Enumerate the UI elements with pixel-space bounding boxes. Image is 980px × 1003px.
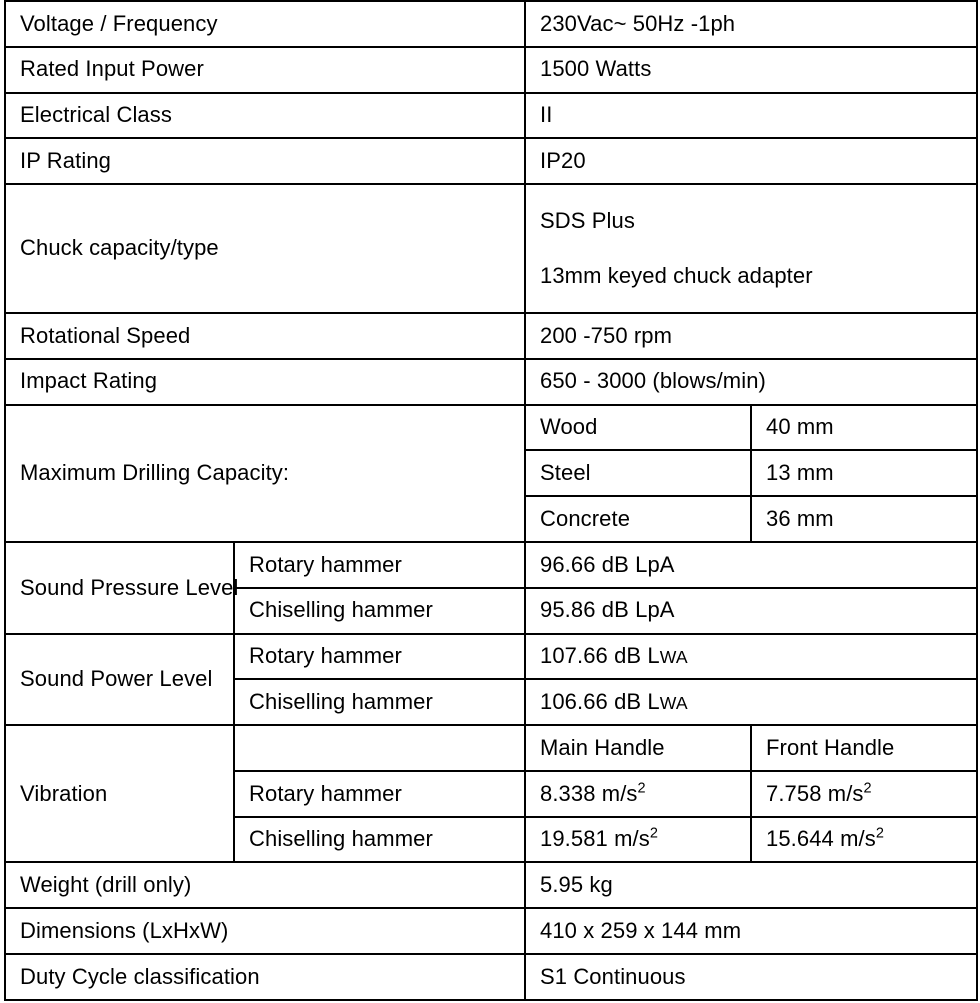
sound-power-value (525, 679, 977, 725)
sound-pressure-mode: Rotary hammer (234, 542, 525, 588)
row-value: 200 -750 rpm (525, 313, 977, 359)
row-value: IP20 (525, 138, 977, 184)
table-row (5, 93, 977, 139)
specification-table (4, 0, 978, 1001)
vibration-mode: Rotary hammer (234, 771, 525, 817)
vibration-front-handle-value (751, 771, 977, 817)
sound-pressure-level-label: Sound Pressure Level (5, 542, 234, 634)
vibration-front-base: 15.644 m/s (766, 826, 876, 852)
vibration-main-base: 19.581 m/s (540, 826, 650, 852)
vibration-main-handle-value (525, 817, 751, 863)
row-label: Rated Input Power (5, 47, 525, 93)
sound-pressure-number: 95.86 dB L (540, 597, 648, 623)
drilling-material: Steel (525, 450, 751, 496)
vibration-empty-sublabel (234, 725, 525, 771)
sound-pressure-value (525, 588, 977, 634)
row-value: S1 Continuous (525, 954, 977, 1000)
row-value: 5.95 kg (525, 862, 977, 908)
table-row (5, 359, 977, 405)
table-row (5, 908, 977, 954)
table-row (5, 184, 977, 313)
drilling-material: Wood (525, 405, 751, 451)
vibration-main-exponent: 2 (637, 780, 646, 797)
chuck-type: SDS Plus (540, 207, 635, 233)
row-label: Weight (drill only) (5, 862, 525, 908)
sound-pressure-mode: Chiselling hammer (234, 588, 525, 634)
table-row (5, 138, 977, 184)
table-row-sound-power-rotary (5, 634, 977, 680)
table-row (5, 313, 977, 359)
sound-power-level-label: Sound Power Level (5, 634, 234, 726)
sound-power-mode: Chiselling hammer (234, 679, 525, 725)
sound-power-value (525, 634, 977, 680)
row-label: Impact Rating (5, 359, 525, 405)
vibration-label: Vibration (5, 725, 234, 862)
table-row-drilling-wood (5, 405, 977, 451)
drilling-material: Concrete (525, 496, 751, 542)
row-label: Duty Cycle classification (5, 954, 525, 1000)
row-value: 230Vac~ 50Hz -1ph (525, 1, 977, 47)
table-row-vibration-header (5, 725, 977, 771)
vibration-column-header-front: Front Handle (751, 725, 977, 771)
drilling-capacity-value: 36 mm (751, 496, 977, 542)
sound-pressure-unit: pA (647, 597, 675, 623)
row-label: Electrical Class (5, 93, 525, 139)
vibration-front-base: 7.758 m/s (766, 780, 864, 806)
row-label: Chuck capacity/type (5, 184, 525, 313)
vibration-front-handle-value (751, 817, 977, 863)
vibration-main-handle-value (525, 771, 751, 817)
specification-table-body (5, 1, 977, 1000)
sound-pressure-value (525, 542, 977, 588)
row-value: 410 x 259 x 144 mm (525, 908, 977, 954)
drilling-capacity-label: Maximum Drilling Capacity: (5, 405, 525, 542)
sound-power-mode: Rotary hammer (234, 634, 525, 680)
sound-power-unit: WA (659, 647, 688, 668)
row-value: II (525, 93, 977, 139)
vibration-main-base: 8.338 m/s (540, 780, 638, 806)
vibration-front-exponent: 2 (863, 780, 872, 797)
table-row (5, 47, 977, 93)
row-value (525, 184, 977, 313)
sound-power-number: 106.66 dB L (540, 688, 660, 714)
table-row (5, 862, 977, 908)
specification-table-container (4, 0, 976, 1001)
vibration-column-header-main: Main Handle (525, 725, 751, 771)
row-label: Voltage / Frequency (5, 1, 525, 47)
sound-pressure-unit: pA (647, 551, 675, 577)
row-value: 650 - 3000 (blows/min) (525, 359, 977, 405)
table-row-sound-pressure-rotary (5, 542, 977, 588)
row-value: 1500 Watts (525, 47, 977, 93)
sound-power-number: 107.66 dB L (540, 643, 660, 669)
vibration-mode: Chiselling hammer (234, 817, 525, 863)
vibration-main-exponent: 2 (649, 825, 659, 842)
table-row (5, 954, 977, 1000)
chuck-adapter: 13mm keyed chuck adapter (540, 263, 813, 289)
sound-power-unit: WA (659, 692, 688, 713)
vibration-front-exponent: 2 (875, 825, 885, 842)
table-row (5, 1, 977, 47)
sound-pressure-number: 96.66 dB L (540, 551, 648, 577)
drilling-capacity-value: 13 mm (751, 450, 977, 496)
drilling-capacity-value: 40 mm (751, 405, 977, 451)
row-label: Rotational Speed (5, 313, 525, 359)
row-label: IP Rating (5, 138, 525, 184)
row-label: Dimensions (LxHxW) (5, 908, 525, 954)
